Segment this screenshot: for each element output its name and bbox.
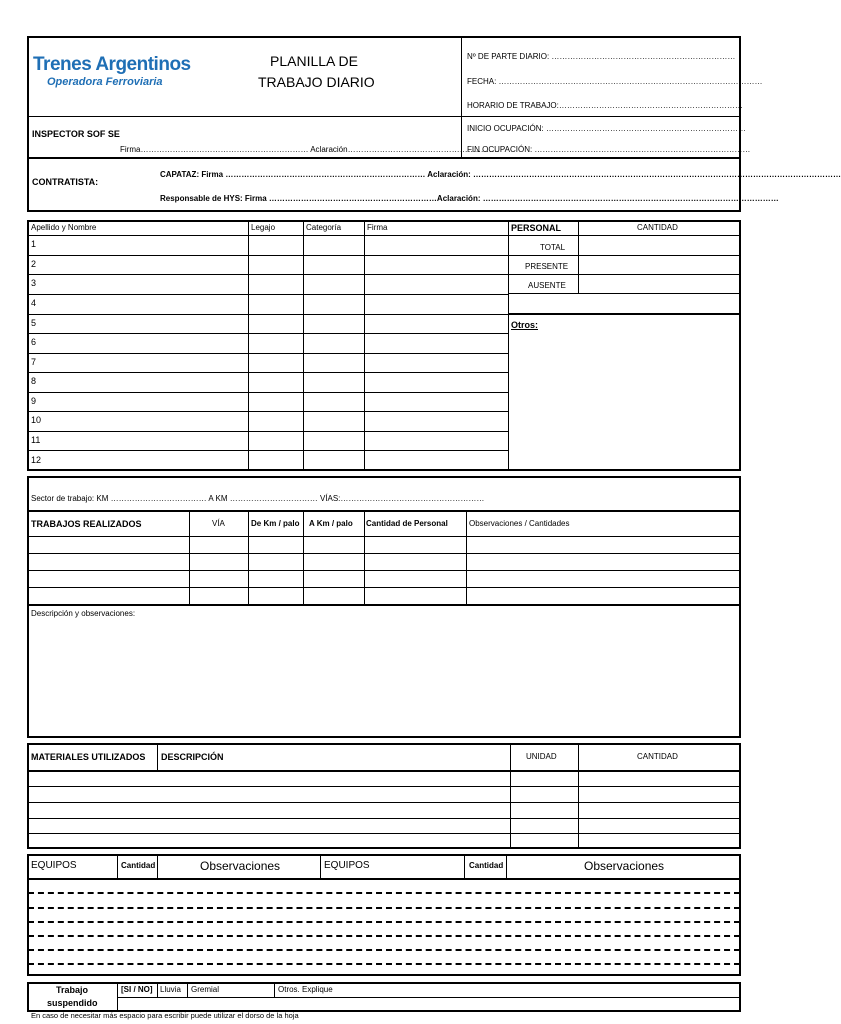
person-row-number: 12 [31, 455, 42, 465]
equipos-dashed-row [28, 907, 740, 909]
col-firma-header: Firma [367, 223, 388, 232]
footer-hline [118, 997, 740, 998]
descripcion-col-line [157, 744, 158, 770]
unidad-header: UNIDAD [526, 752, 557, 761]
equipos-dashed-row [28, 963, 740, 965]
footer-note: En caso de necesitar más espacio para escribir puede utilizar el dorso de la hoja [31, 1011, 299, 1020]
otros-line [509, 313, 740, 315]
equipos-dashed-row [28, 892, 740, 894]
equipos-col-line [117, 855, 118, 879]
person-row-number: 4 [31, 298, 37, 308]
personnel-row-line [28, 255, 508, 256]
header-divider [461, 37, 462, 158]
equipos-col-line [464, 855, 465, 879]
materiales-row-line [28, 802, 740, 803]
sector-trabajo-field[interactable]: Sector de trabajo: KM ……………………………… A KM …………………………… VÍAS:……………………………………………… [31, 494, 485, 503]
equipos-col-line [506, 855, 507, 879]
personal-divider [508, 221, 509, 470]
a-km-header: A Km / palo [309, 519, 353, 528]
gremial-option[interactable]: Gremial [191, 985, 220, 994]
observaciones-eq-header-right: Observaciones [584, 859, 665, 873]
trabajos-top-line [28, 510, 740, 512]
trabajos-bottom-line [28, 604, 740, 606]
capataz-field[interactable]: CAPATAZ: Firma ………………………………………………………………… Aclaración: ………………………………………………………………………………………………………………………… [160, 170, 841, 179]
otros-label: Otros: [511, 320, 538, 330]
equipos-header-left: EQUIPOS [31, 860, 77, 871]
personnel-row-line [28, 353, 508, 354]
ausente-label: AUSENTE [528, 281, 566, 290]
trabajos-row-line [28, 587, 740, 588]
cantidad-label: CANTIDAD [637, 223, 678, 232]
trabajos-col-line [303, 511, 304, 604]
fecha-field[interactable]: FECHA: ……………………………………………………………………………………… [467, 77, 763, 86]
observaciones-eq-header-left: Observaciones [200, 859, 281, 873]
trabajos-section [27, 476, 741, 738]
materiales-row-line [28, 786, 740, 787]
person-row-number: 6 [31, 337, 37, 347]
cantidad-personal-header: Cantidad de Personal [366, 519, 448, 528]
col-firma-line [364, 221, 365, 470]
personnel-row-line [28, 450, 508, 451]
total-label: TOTAL [540, 243, 566, 252]
trabajos-col-line [189, 511, 190, 604]
col-legajo-line [248, 221, 249, 470]
footer-divider-4 [274, 983, 275, 997]
person-row-number: 5 [31, 318, 37, 328]
personnel-row-line [28, 392, 508, 393]
personnel-section [27, 220, 741, 471]
equipos-dashed-row [28, 935, 740, 937]
unidad-col-line [510, 744, 511, 848]
person-row-number: 3 [31, 278, 37, 288]
materiales-row-line [28, 818, 740, 819]
fin-ocupacion-field[interactable]: FIN OCUPACIÓN: ……………………………………………………………………… [467, 145, 751, 154]
personnel-row-line [28, 235, 508, 236]
personnel-row-line [28, 294, 508, 295]
suspendido-label: suspendido [47, 998, 98, 1008]
header-hline-1 [28, 116, 740, 117]
personal-row-line [509, 274, 740, 275]
inspector-firma-field[interactable]: Firma……………………………………………………… Aclaración………………………………………………… [120, 145, 500, 154]
lluvia-option[interactable]: Lluvia [160, 985, 181, 994]
form-title-line2: TRABAJO DIARIO [258, 74, 375, 90]
presente-label: PRESENTE [525, 262, 569, 271]
via-header: VÍA [212, 519, 225, 528]
parte-diario-field[interactable]: Nº DE PARTE DIARIO: …………………………………………………………… [467, 52, 736, 61]
personal-row-line [509, 293, 740, 294]
equipos-col-line [320, 855, 321, 879]
logo-text: Trenes Argentinos [33, 54, 191, 75]
trabajos-realizados-header: TRABAJOS REALIZADOS [31, 519, 142, 529]
observaciones-cantidades-header: Observaciones / Cantidades [469, 519, 570, 528]
equipos-header-line [28, 878, 740, 880]
equipos-dashed-row [28, 949, 740, 951]
personal-row-line [509, 235, 740, 236]
personnel-row-line [28, 314, 508, 315]
personal-row-line [509, 255, 740, 256]
materiales-header-line [28, 770, 740, 772]
form-title-line1: PLANILLA DE [270, 53, 358, 69]
horario-field[interactable]: HORARIO DE TRABAJO:…………………………………………………………… [467, 101, 743, 110]
personnel-row-line [28, 333, 508, 334]
trabajo-label: Trabajo [56, 985, 89, 995]
materiales-row-line [28, 833, 740, 834]
equipos-dashed-row [28, 921, 740, 923]
personal-label: PERSONAL [511, 223, 562, 233]
personnel-row-line [28, 431, 508, 432]
personnel-row-line [28, 274, 508, 275]
person-row-number: 9 [31, 396, 37, 406]
col-apellido-header: Apellido y Nombre [31, 223, 97, 232]
person-row-number: 1 [31, 239, 37, 249]
otros-explique-option[interactable]: Otros. Explique [278, 985, 333, 994]
de-km-header: De Km / palo [251, 519, 300, 528]
header-hline-2 [28, 157, 740, 159]
col-categoria-header: Categoría [306, 223, 342, 232]
contratista-label: CONTRATISTA: [32, 177, 99, 187]
descripcion-label: Descripción y observaciones: [31, 609, 136, 618]
trabajos-col-line [248, 511, 249, 604]
trabajos-col-line [466, 511, 467, 604]
person-row-number: 10 [31, 415, 42, 425]
trabajos-row-line [28, 553, 740, 554]
footer-divider-2 [157, 983, 158, 997]
si-no-option[interactable]: [SI / NO] [121, 985, 153, 994]
materiales-header: MATERIALES UTILIZADOS [31, 752, 146, 762]
inspector-label: INSPECTOR SOF SE [32, 129, 120, 139]
trabajos-row-line [28, 536, 740, 537]
cantidad-col-line [578, 221, 579, 293]
cantidad-mat-header: CANTIDAD [637, 752, 678, 761]
person-row-number: 8 [31, 376, 37, 386]
person-row-number: 7 [31, 357, 37, 367]
personnel-row-line [28, 372, 508, 373]
personnel-row-line [28, 411, 508, 412]
equipos-header-right: EQUIPOS [324, 860, 370, 871]
trabajos-col-line [364, 511, 365, 604]
logo-subtext: Operadora Ferroviaria [47, 76, 163, 88]
inicio-ocupacion-field[interactable]: INICIO OCUPACIÓN: ………………………………………………………………… [467, 124, 746, 133]
trabajos-row-line [28, 570, 740, 571]
person-row-number: 2 [31, 259, 37, 269]
cantidad-eq-header-left: Cantidad [121, 861, 156, 870]
hys-field[interactable]: Responsable de HYS: Firma ………………………………………………………Aclaración: ………………………………………………………………………………………………… [160, 194, 779, 203]
descripcion-header: DESCRIPCIÓN [161, 752, 224, 762]
col-categoria-line [303, 221, 304, 470]
person-row-number: 11 [31, 435, 41, 445]
cantidad-eq-header-right: Cantidad [469, 861, 504, 870]
footer-divider-3 [187, 983, 188, 997]
col-legajo-header: Legajo [251, 223, 276, 232]
equipos-col-line [157, 855, 158, 879]
cantidad-col-line [578, 744, 579, 848]
